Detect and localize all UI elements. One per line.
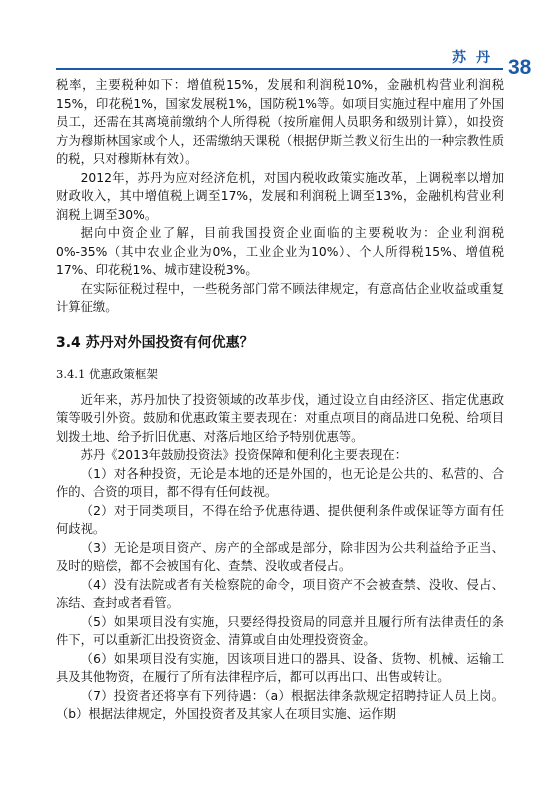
paragraph: 近年来，苏丹加快了投资领域的改革步伐，通过设立自由经济区、指定优惠政策等吸引外资。鼓励和优惠政策主要表现在：对重点项目的商品进口免税、给项目划拨土地、给予折旧优惠、对落后地区给予特别优惠等。 <box>56 392 504 444</box>
list-item: （2）对于同类项目，不得在给予优惠待遇、提供便利条件或保证等方面有任何歧视。 <box>56 503 504 536</box>
running-header-country: 苏丹 <box>452 50 500 66</box>
list-item: （1）对各种投资，无论是本地的还是外国的，也无论是公共的、私营的、合作的、合资的项目，都不得有任何歧视。 <box>56 466 504 499</box>
section-heading: 3.4 苏丹对外国投资有何优惠？ <box>56 334 254 351</box>
list-item: （3）无论是项目资产、房产的全部或是部分，除非因为公共利益给予正当、及时的赔偿，都不会被国有化、查禁、没收或者侵占。 <box>56 540 504 573</box>
paragraph: 在实际征税过程中，一些税务部门常不顾法律规定，有意高估企业收益或重复计算征缴。 <box>56 281 504 314</box>
list-item: （5）如果项目没有实施，只要经得投资局的同意并且履行所有法律责任的条件下，可以重新汇出投资资金、清算或自由处理投资资金。 <box>56 614 504 647</box>
page-number: 38 <box>508 56 532 79</box>
header-divider <box>56 68 503 70</box>
paragraph: 苏丹《2013年鼓励投资法》投资保障和便利化主要表现在： <box>80 448 408 462</box>
paragraph: 2012年，苏丹为应对经济危机，对国内税收政策实施改革，上调税率以增加财政收入，其中增值税上调至17%，发展和利润税上调至13%，金融机构营业利润税上调至30%。 <box>56 170 504 222</box>
page-body <box>56 76 504 724</box>
list-item: （4）没有法院或者有关检察院的命令，项目资产不会被查禁、没收、侵占、冻结、查封或者看管。 <box>56 577 504 610</box>
paragraph: 税率，主要税种如下：增值税15%，发展和利润税10%，金融机构营业利润税15%，印花税1%，国家发展税1%，国防税1%等。如项目实施过程中雇用了外国员工，还需在其离境前缴纳个人所得税（按所雇佣人员职务和级别计算），如投资方为穆斯林国家或个人，还需缴纳天课税（根据伊斯兰教义衍生出的一种宗教性质的税，只对穆斯林有效）。 <box>56 78 504 166</box>
list-item: （6）如果项目没有实施，因该项目进口的器具、设备、货物、机械、运输工具及其他物资，在履行了所有法律程序后，都可以再出口、出售或转让。 <box>56 651 504 684</box>
subsection-heading: 3.4.1 优惠政策框架 <box>56 366 158 381</box>
list-item: （7）投资者还将享有下列待遇：（a）根据法律条款规定招聘持证人员上岗。（b）根据法律规定，外国投资者及其家人在项目实施、运作期 <box>56 688 504 721</box>
paragraph: 据向中资企业了解，目前我国投资企业面临的主要税收为：企业利润税0%-35%（其中农业企业为0%，工业企业为10%）、个人所得税15%、增值税17%、印花税1%、城市建设税3%。 <box>56 226 504 277</box>
